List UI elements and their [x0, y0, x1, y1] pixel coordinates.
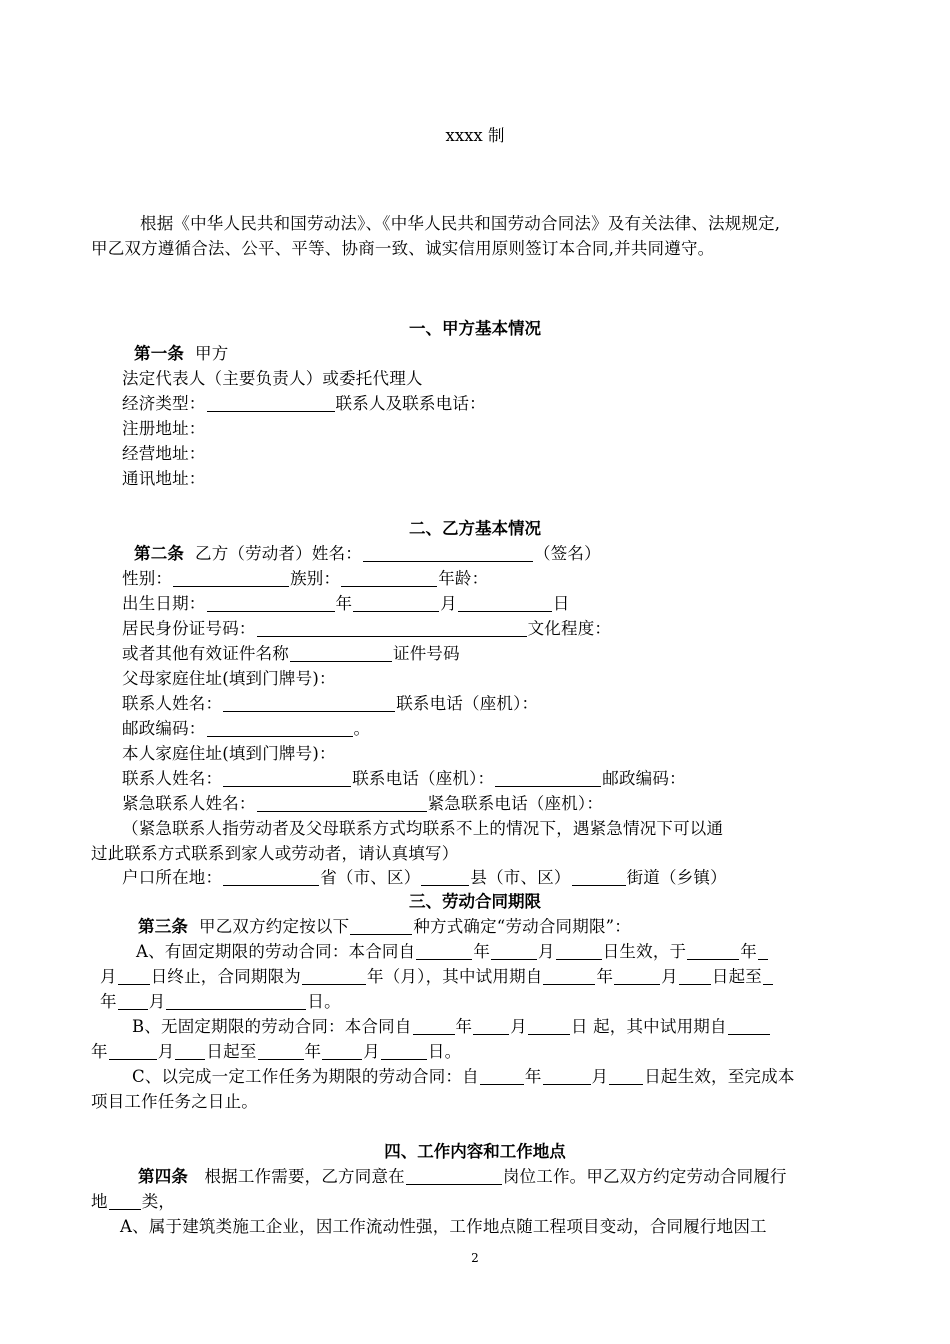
blank-field: [166, 992, 306, 1010]
text-fragment: A、有固定期限的劳动合同：本合同自: [136, 942, 416, 961]
text-fragment: 第四条: [138, 1167, 189, 1186]
text-fragment: 。: [353, 719, 371, 738]
text-fragment: 县（市、区）: [470, 868, 571, 887]
blank-field: [763, 967, 773, 985]
blank-field: [223, 868, 319, 886]
page-number: 2: [471, 1251, 479, 1265]
blank-field: [528, 1017, 570, 1035]
blank-field: [458, 594, 552, 612]
blank-field: [118, 992, 148, 1010]
term-b-line-1: [132, 1015, 771, 1039]
blank-field: [350, 917, 412, 935]
text-fragment: 族别：: [290, 569, 341, 588]
postcode-line: [122, 717, 370, 741]
blank-field: [223, 694, 395, 712]
text-fragment: 紧急联系人姓名：: [122, 794, 256, 813]
text-fragment: 乙方（劳动者）姓名：: [195, 544, 362, 563]
blank-field: [109, 1192, 141, 1210]
text-fragment: 年: [91, 1042, 108, 1061]
term-a-line-1: [136, 940, 769, 964]
text-fragment: 月: [100, 967, 117, 986]
text-fragment: 居民身份证号码：: [122, 619, 256, 638]
text-fragment: 年: [304, 1042, 322, 1061]
blank-field: [381, 1042, 427, 1060]
text-fragment: 年（月），其中试用期自: [367, 967, 543, 986]
blank-field: [406, 1167, 502, 1185]
article-label: 第一条: [134, 344, 185, 363]
blank-field: [118, 967, 150, 985]
text-fragment: 日终止，合同期限为: [150, 967, 302, 986]
text-fragment: 或者其他有效证件名称: [122, 644, 289, 663]
text-fragment: 文化程度：: [527, 619, 612, 638]
text-fragment: 联系人姓名：: [122, 769, 223, 788]
article-4: [138, 1165, 787, 1189]
blank-field: [109, 1042, 157, 1060]
text-fragment: 性别：: [122, 569, 173, 588]
text-fragment: 年: [335, 594, 353, 613]
blank-field: [679, 967, 711, 985]
text-fragment: 月: [591, 1067, 609, 1086]
preamble-line-2: 甲乙双方遵循合法、公平、平等、协商一致、诚实信用原则签订本合同,并共同遵守。: [91, 239, 715, 258]
text-fragment: 户口所在地：: [122, 868, 223, 887]
text-fragment: 联系人及联系电话：: [335, 394, 486, 413]
note-line-1: （紧急联系人指劳动者及父母联系方式均联系不上的情况下，遇紧急情况下可以通: [122, 819, 724, 838]
blank-field: [290, 644, 392, 662]
text-fragment: 第二条: [134, 544, 185, 563]
blank-field: [473, 1017, 509, 1035]
blank-field: [322, 1042, 362, 1060]
blank-field: [480, 1067, 524, 1085]
blank-field: [223, 769, 351, 787]
text-fragment: 证件号码: [393, 644, 460, 663]
gender-line: [122, 567, 488, 591]
text-fragment: 年: [100, 992, 117, 1011]
text-fragment: 种方式确定“劳动合同期限”：: [413, 917, 631, 936]
text-fragment: 街道（乡镇）: [626, 868, 727, 887]
blank-field: [421, 868, 469, 886]
text-fragment: 日 起，其中试用期自: [570, 1017, 727, 1036]
other-id-line: [122, 642, 460, 666]
text-fragment: 日生效，于: [602, 942, 687, 961]
blank-field: [609, 1067, 643, 1085]
blank-field: [173, 569, 289, 587]
text-fragment: 月: [538, 942, 555, 961]
text-fragment: 第三条: [138, 917, 189, 936]
section-1-heading: 一、甲方基本情况: [409, 319, 541, 338]
text-fragment: 日。: [307, 992, 341, 1011]
text-fragment: 岗位工作。甲乙双方约定劳动合同履行: [502, 1167, 787, 1186]
document-maker: xxxx 制: [445, 126, 505, 145]
section-3-heading: 三、劳动合同期限: [409, 892, 541, 911]
text-fragment: 出生日期：: [122, 594, 206, 613]
blank-field: [416, 942, 472, 960]
reg-addr-line: 注册地址：: [122, 419, 206, 438]
blank-field: [175, 1042, 205, 1060]
own-addr-line: 本人家庭住址(填到门牌号)：: [122, 744, 336, 763]
section-4-heading: 四、工作内容和工作地点: [384, 1142, 566, 1161]
biz-addr-line: 经营地址：: [122, 444, 206, 463]
text-fragment: 月: [510, 1017, 527, 1036]
blank-field: [207, 719, 353, 737]
text-fragment: 日。: [427, 1042, 462, 1061]
hukou-line: [122, 866, 727, 890]
legal-rep-line: 法定代表人（主要负责人）或委托代理人: [122, 369, 423, 388]
text-fragment: 省（市、区）: [320, 868, 421, 887]
text-fragment: 月: [157, 1042, 175, 1061]
text-fragment: 联系人姓名：: [122, 694, 223, 713]
article-4-line-2: [91, 1190, 175, 1214]
text-fragment: 年: [455, 1017, 473, 1036]
text-fragment: 联系电话（座机）：: [396, 694, 539, 713]
term-a-line-3: [100, 990, 341, 1014]
article-1: [134, 342, 228, 366]
text-fragment: B、无固定期限的劳动合同：本合同自: [132, 1017, 412, 1036]
parents-contact-line: [122, 692, 538, 716]
emergency-line: [122, 792, 603, 816]
text-fragment: 日起至: [206, 1042, 257, 1061]
term-a-line-2: [100, 965, 774, 989]
section-2-heading: 二、乙方基本情况: [409, 519, 541, 538]
blank-field: [556, 942, 602, 960]
text-fragment: 邮政编码：: [122, 719, 206, 738]
blank-field: [491, 942, 537, 960]
blank-field: [341, 569, 437, 587]
term-c-line-2: 项目工作任务之日止。: [91, 1092, 258, 1111]
text-fragment: 年: [596, 967, 614, 986]
text-fragment: 月: [363, 1042, 380, 1061]
text-fragment: 邮政编码：: [602, 769, 686, 788]
article-text: 甲方: [195, 344, 229, 363]
text-fragment: 月: [440, 594, 457, 613]
text-fragment: 类，: [141, 1192, 176, 1211]
blank-field: [258, 1042, 304, 1060]
text-fragment: 日起至: [711, 967, 762, 986]
text-fragment: 月: [661, 967, 678, 986]
text-fragment: 日: [552, 594, 570, 613]
text-fragment: 甲乙双方约定按以下: [199, 917, 350, 936]
blank-field: [728, 1017, 770, 1035]
blank-field: [614, 967, 660, 985]
blank-field: [543, 1067, 591, 1085]
blank-field: [543, 967, 595, 985]
blank-field: [413, 1017, 455, 1035]
text-fragment: （签名）: [534, 544, 601, 563]
note-line-2: 过此联系方式联系到家人或劳动者，请认真填写）: [91, 844, 459, 863]
blank-field: [257, 619, 527, 637]
text-fragment: 日起生效，至完成本: [644, 1067, 795, 1086]
article-3: [138, 915, 631, 939]
text-fragment: 紧急联系电话（座机）：: [427, 794, 604, 813]
blank-field: [687, 942, 739, 960]
blank-field: [353, 594, 439, 612]
own-contact-line: [122, 767, 686, 791]
text-fragment: 联系电话（座机）：: [352, 769, 495, 788]
preamble-line-1: 根据《中华人民共和国劳动法》、《中华人民共和国劳动合同法》及有关法律、法规规定,: [140, 214, 781, 233]
text-fragment: 根据工作需要，乙方同意在: [204, 1167, 405, 1186]
text-fragment: 年: [473, 942, 491, 961]
term-c-line-1: [132, 1065, 795, 1089]
blank-field: [495, 769, 601, 787]
text-fragment: 年: [740, 942, 757, 961]
blank-field: [257, 794, 427, 812]
econ-type-line: [122, 392, 486, 416]
blank-field: [363, 544, 533, 562]
text-fragment: 地: [91, 1192, 108, 1211]
blank-field: [207, 394, 335, 412]
article-2: [134, 542, 601, 566]
term-b-line-2: [91, 1040, 461, 1064]
text-fragment: 月: [148, 992, 166, 1011]
article-4-line-3: A、属于建筑类施工企业，因工作流动性强，工作地点随工程项目变动，合同履行地因工: [120, 1217, 767, 1236]
id-line: [122, 617, 611, 641]
text-fragment: C、以完成一定工作任务为期限的劳动合同：自: [132, 1067, 479, 1086]
blank-field: [572, 868, 626, 886]
parents-addr-line: 父母家庭住址(填到门牌号)：: [122, 669, 336, 688]
mail-addr-line: 通讯地址：: [122, 469, 206, 488]
text-fragment: 年龄：: [438, 569, 489, 588]
blank-field: [758, 942, 768, 960]
text-fragment: 年: [524, 1067, 542, 1086]
blank-field: [302, 967, 366, 985]
dob-line: [122, 592, 570, 616]
text-fragment: 经济类型：: [122, 394, 206, 413]
blank-field: [207, 594, 335, 612]
